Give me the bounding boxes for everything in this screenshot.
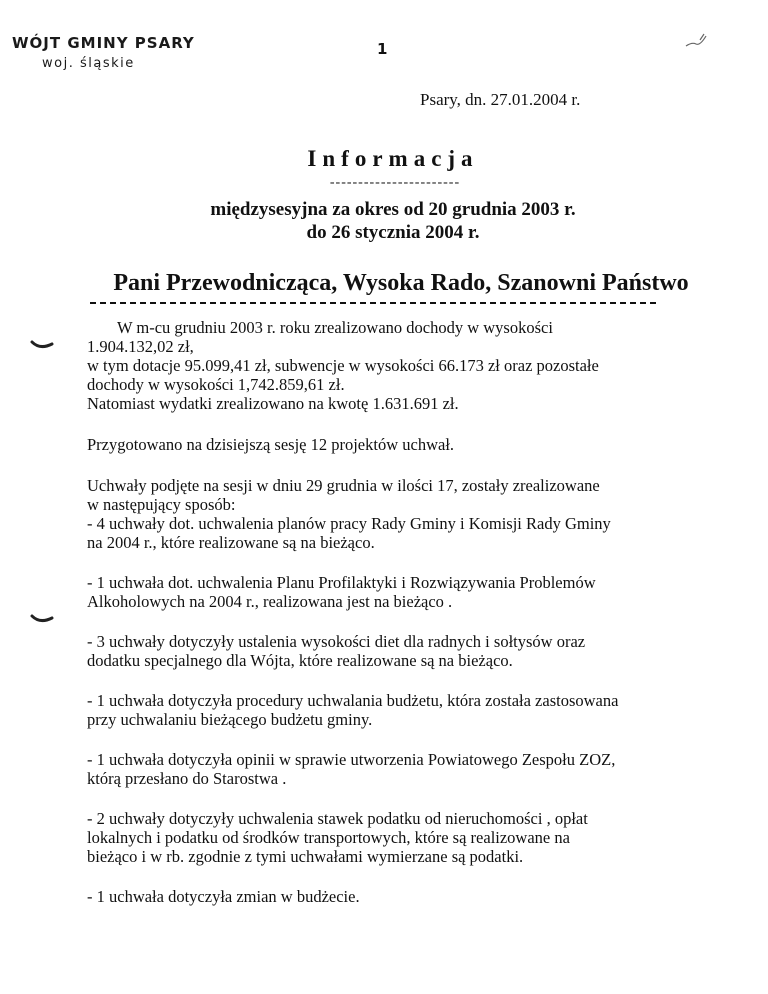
document-subtitle — [0, 198, 768, 244]
text-line: 1.904.132,02 zł, — [87, 337, 194, 356]
list-item — [87, 887, 707, 906]
salutation: Pani Przewodnicząca, Wysoka Rado, Szanowni Państwo — [113, 270, 689, 296]
date-line: Psary, dn. 27.01.2004 r. — [420, 90, 581, 109]
text-line: w następujący sposób: — [87, 495, 236, 514]
salutation-divider — [90, 302, 656, 304]
list-item — [87, 573, 707, 611]
list-item — [87, 514, 707, 552]
text-line: którą przesłano do Starostwa . — [87, 769, 287, 788]
margin-mark-icon — [30, 338, 54, 352]
text-line: - 1 uchwała dotyczyła zmian w budżecie. — [87, 887, 360, 906]
projects-paragraph: Przygotowano na dzisiejszą sesję 12 projektów uchwał. — [87, 435, 455, 454]
text-line: dodatku specjalnego dla Wójta, które realizowane są na bieżąco. — [87, 651, 513, 670]
subtitle-line: do 26 stycznia 2004 r. — [306, 222, 480, 243]
text-line: - 3 uchwały dotyczyły ustalenia wysokości diet dla radnych i sołtysów oraz — [87, 632, 586, 651]
list-item — [87, 632, 707, 670]
text-line: Uchwały podjęte na sesji w dniu 29 grudnia w ilości 17, zostały zrealizowane — [87, 476, 600, 495]
title-underline: ----------------------- — [329, 175, 461, 190]
text-line: bieżąco i w rb. zgodnie z tymi uchwałami wymierzane są podatki. — [87, 847, 524, 866]
text-line: na 2004 r., które realizowane są na bieżąco. — [87, 533, 375, 552]
text-line: - 1 uchwała dotyczyła opinii w sprawie utworzenia Powiatowego Zespołu ZOZ, — [87, 750, 616, 769]
text-line: - 2 uchwały dotyczyły uchwalenia stawek podatku od nieruchomości , opłat — [87, 809, 588, 828]
text-line: przy uchwalaniu bieżącego budżetu gminy. — [87, 710, 373, 729]
margin-mark-icon — [30, 612, 54, 626]
text-line: Natomiast wydatki zrealizowano na kwotę 1.631.691 zł. — [87, 394, 459, 413]
handwritten-mark-icon — [682, 30, 712, 50]
text-line: - 4 uchwały dot. uchwalenia planów pracy Rady Gminy i Komisji Rady Gminy — [87, 514, 611, 533]
text-line: - 1 uchwała dot. uchwalenia Planu Profilaktyki i Rozwiązywania Problemów — [87, 573, 596, 592]
office-stamp — [12, 34, 195, 71]
finance-paragraph — [87, 318, 707, 413]
text-line: Alkoholowych na 2004 r., realizowana jest na bieżąco . — [87, 592, 453, 611]
page-number: 1 — [377, 40, 388, 58]
text-line: lokalnych i podatku od środków transportowych, które są realizowane na — [87, 828, 570, 847]
text-line: W m-cu grudniu 2003 r. roku zrealizowano dochody w wysokości — [117, 318, 553, 337]
text-line: w tym dotacje 95.099,41 zł, subwencje w wysokości 66.173 zł oraz pozostałe — [87, 356, 599, 375]
list-item — [87, 750, 707, 788]
resolution-list — [87, 514, 707, 906]
intro-paragraph — [87, 476, 707, 514]
list-item — [87, 809, 707, 866]
document-title: Informacja — [307, 146, 479, 171]
subtitle-line: międzysesyjna za okres od 20 grudnia 2003 r. — [210, 199, 576, 220]
document-body — [87, 318, 707, 927]
list-item — [87, 691, 707, 729]
text-line: dochody w wysokości 1,742.859,61 zł. — [87, 375, 345, 394]
stamp-office-name: WÓJT GMINY PSARY — [12, 34, 195, 52]
text-line: - 1 uchwała dotyczyła procedury uchwalania budżetu, która została zastosowana — [87, 691, 619, 710]
stamp-region: woj. śląskie — [42, 56, 135, 71]
